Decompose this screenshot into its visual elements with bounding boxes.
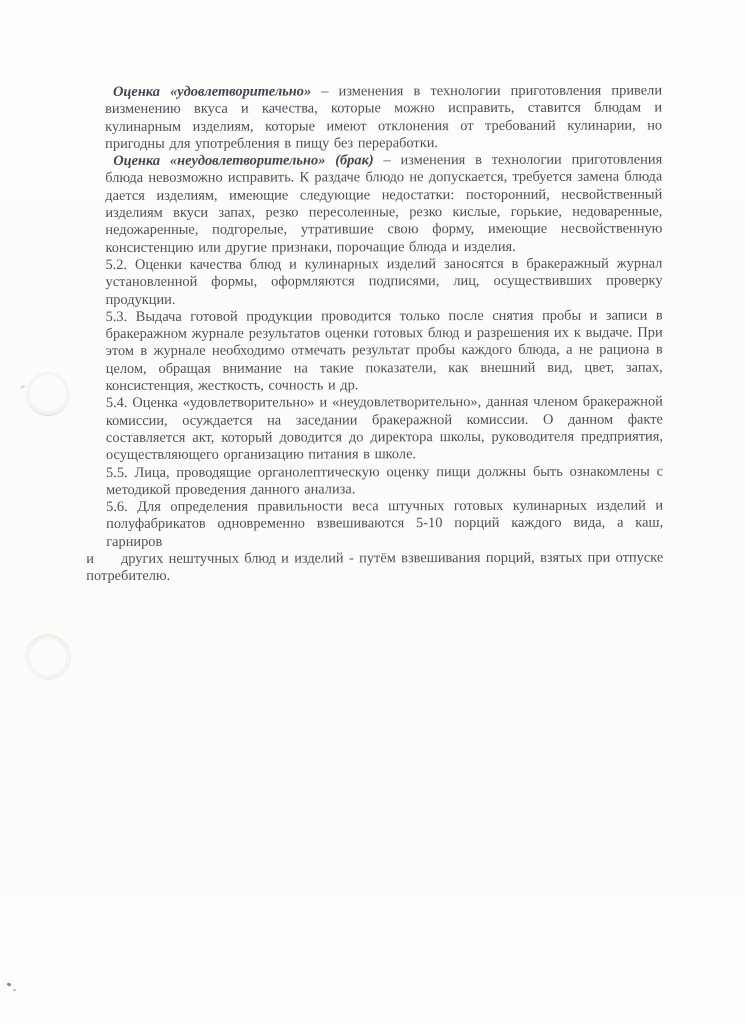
paragraph-unsatisfactory: [105, 152, 662, 257]
hole-punch-mark-lower: [25, 634, 71, 680]
paragraph-5-6-continuation: [86, 550, 663, 586]
paragraph-text: других нештучных блюд и изделий - путём взвешивания порций, взятых при отпуске потребителю.: [86, 549, 664, 585]
paragraph-lead-emphasis: Оценка «удовлетворительно»: [112, 83, 312, 100]
paragraph-text: – изменения в технологии приготовления блюда невозможно исправить. К раздаче блюдо не допускается, требуется замена блюда дается изделиям, имеющие следующие недостатки: посторонний, несвойственный изделиям вкуси запах, резко пересоленные, резко кислые, горькие, недоваренные, недожаренные, подгорелые, утратившие свою форму, имеющие несвойственную консистенцию или другие признаки, порочащие блюда и изделия.: [105, 151, 663, 256]
paragraph-text: 5.3. Выдача готовой продукции проводится только после снятия пробы и записи в бракеражном журнале результатов оценки готовых блюд и разрешения их к выдаче. При этом в журнале необходимо отмечать результат пробы каждого блюда, а не рациона в целом, обращая внимание на такие показатели, как внешний вид, цвет, запах, консистенция, жесткость, сочность и др.: [105, 307, 663, 395]
scan-speck: [13, 989, 16, 991]
paragraph-5-3: [106, 307, 663, 395]
paragraph-5-5: [106, 463, 663, 499]
paragraph-text: 5.4. Оценка «удовлетворительно» и «неудовлетворительно», данная членом бракеражной комиссии, осуждается на заседании бракеражной комиссии. О данном факте составляется акт, который доводится до директора школы, руководителя предприятия, осуществляющего организацию питания в школе.: [105, 393, 663, 464]
scan-speck: [20, 385, 25, 389]
scan-speck: [7, 982, 12, 986]
paragraph-satisfactory: [105, 83, 662, 154]
hole-punch-mark-upper: [25, 370, 71, 416]
paragraph-text: – изменения в технологии приготовления привели визменению вкуса и качества, которые можно исправить, ставится блюдам и кулинарным изделиям, которые имеют отклонения от требований кулинарии, но пригодны для употребления в пищу без переработки.: [105, 82, 663, 152]
paragraph-text: и: [86, 551, 94, 568]
paragraph-text: 5.6. Для определения правильности веса штучных готовых кулинарных изделий и полуфабрикатов одновременно взвешиваются 5-10 порций каждого вида, а каш, гарниров: [106, 497, 664, 550]
paragraph-5-4: [106, 394, 663, 465]
paragraph-lead-emphasis: Оценка «неудовлетворительно» (брак): [113, 152, 374, 170]
paragraph-text: 5.5. Лица, проводящие органолептическую оценку пищи должны быть ознакомлены с методикой проведения данного анализа.: [105, 463, 664, 498]
paragraph-5-6: [106, 498, 663, 551]
paragraph-5-2: [105, 256, 662, 309]
document-text-block: [86, 82, 664, 586]
paragraph-text: 5.2. Оценки качества блюд и кулинарных изделий заносятся в бракеражный журнал установленной формы, оформляются подписями, лиц, осуществивших проверку продукции.: [105, 255, 663, 308]
